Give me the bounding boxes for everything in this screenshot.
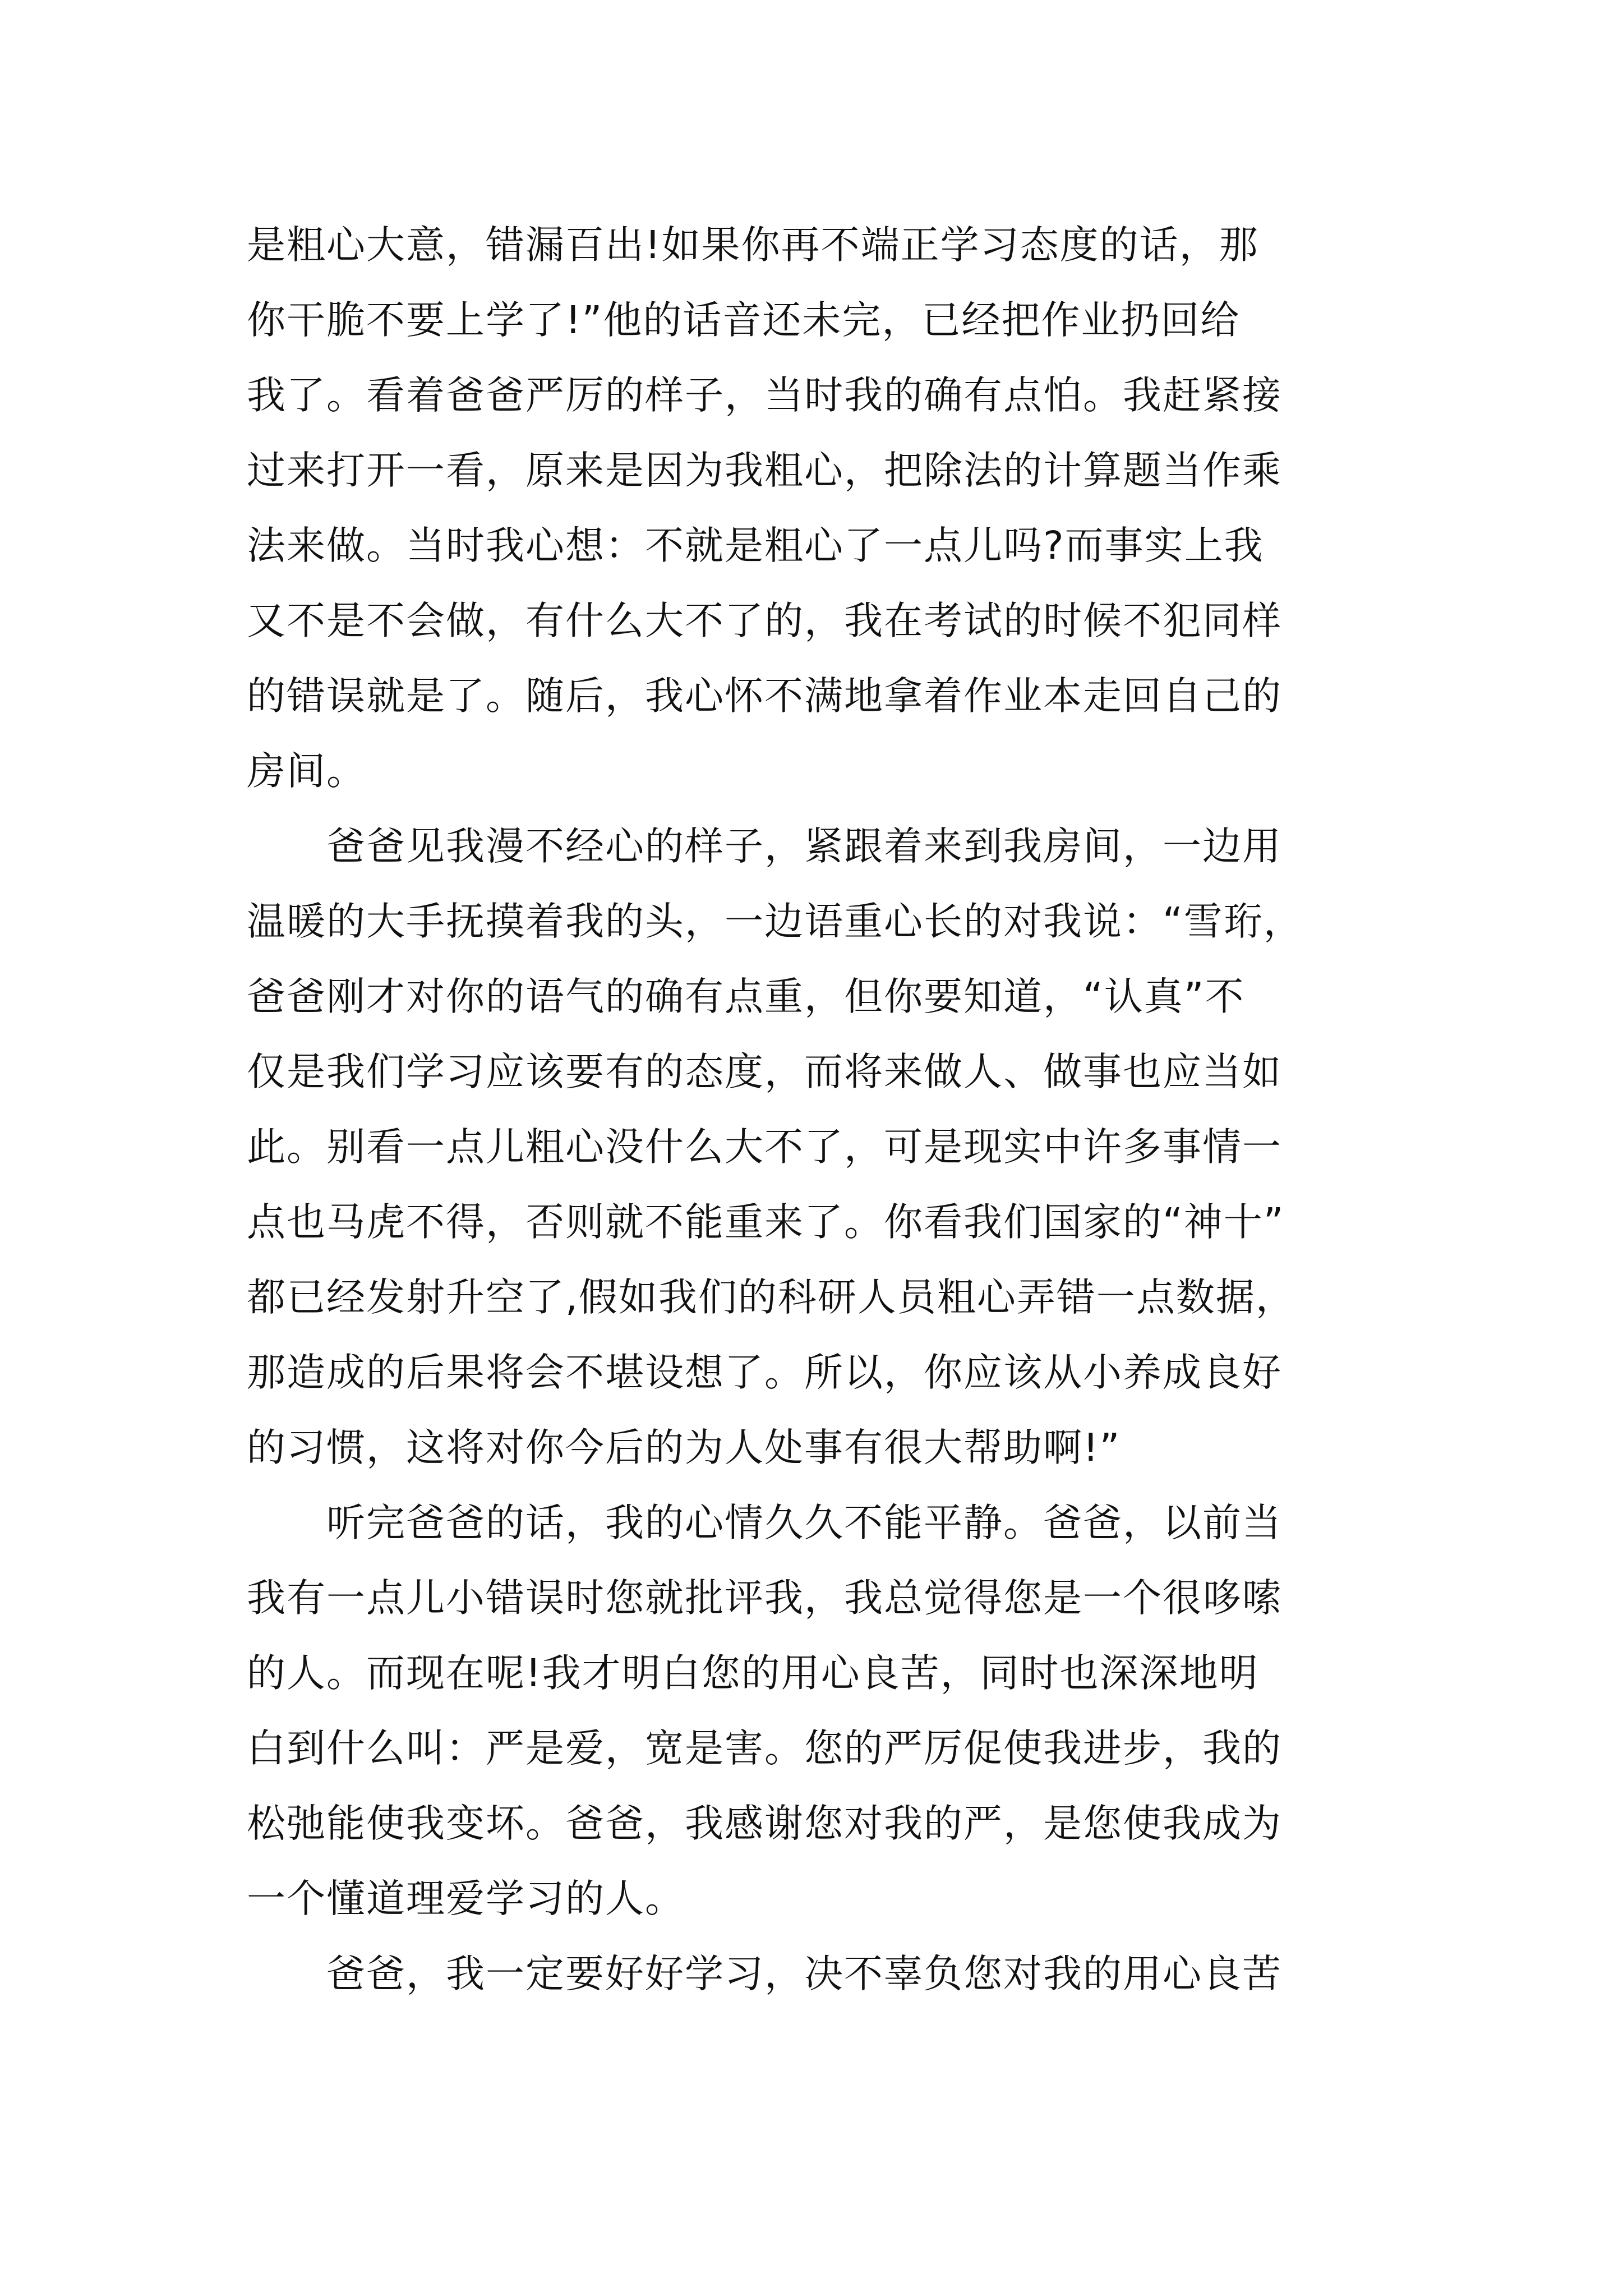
text-line: 温暖的大手抚摸着我的头，一边语重心长的对我说：“雪珩， (247, 899, 1303, 944)
text-line: 听完爸爸的话，我的心情久久不能平静。爸爸，以前当 (247, 1501, 1282, 1545)
text-line: 我了。看着爸爸严厉的样子，当时我的确有点怕。我赶紧接 (247, 373, 1282, 418)
text-line: 此。别看一点儿粗心没什么大不了，可是现实中许多事情一 (247, 1125, 1282, 1170)
document-body (247, 208, 1396, 2012)
text-line: 又不是不会做，有什么大不了的，我在考试的时候不犯同样 (247, 599, 1282, 643)
text-line: 的人。而现在呢!我才明白您的用心良苦，同时也深深地明 (247, 1651, 1259, 1696)
text-line: 爸爸见我漫不经心的样子，紧跟着来到我房间，一边用 (247, 824, 1282, 869)
text-line: 白到什么叫：严是爱，宽是害。您的严厉促使我进步，我的 (247, 1726, 1282, 1771)
text-line: 一个懂道理爱学习的人。 (247, 1876, 685, 1921)
text-line: 法来做。当时我心想：不就是粗心了一点儿吗?而事实上我 (247, 523, 1264, 568)
text-line: 你干脆不要上学了!”他的话音还未完，已经把作业扔回给 (247, 298, 1241, 343)
text-line: 房间。 (247, 749, 366, 794)
text-line: 的习惯，这将对你今后的为人处事有很大帮助啊!” (247, 1425, 1121, 1470)
text-line: 松弛能使我变坏。爸爸，我感谢您对我的严，是您使我成为 (247, 1801, 1282, 1846)
paragraph (247, 1485, 1396, 1936)
text-line: 都已经发射升空了,假如我们的科研人员粗心弄错一点数据， (247, 1275, 1295, 1320)
text-line: 过来打开一看，原来是因为我粗心，把除法的计算题当作乘 (247, 448, 1282, 493)
text-line: 点也马虎不得，否则就不能重来了。你看我们国家的“神十” (247, 1200, 1285, 1245)
text-line: 爸爸刚才对你的语气的确有点重，但你要知道，“认真”不 (247, 974, 1245, 1019)
text-line: 仅是我们学习应该要有的态度，而将来做人、做事也应当如 (247, 1050, 1282, 1094)
text-line: 的错误就是了。随后，我心怀不满地拿着作业本走回自己的 (247, 674, 1282, 719)
text-line: 爸爸，我一定要好好学习，决不辜负您对我的用心良苦 (247, 1952, 1282, 1996)
text-line: 是粗心大意，错漏百出!如果你再不端正学习态度的话，那 (247, 223, 1259, 268)
text-line: 我有一点儿小错误时您就批评我，我总觉得您是一个很哆嗦 (247, 1576, 1282, 1621)
text-line: 那造成的后果将会不堪设想了。所以，你应该从小养成良好 (247, 1350, 1282, 1395)
paragraph (247, 1936, 1396, 2012)
paragraph (247, 208, 1396, 809)
paragraph (247, 809, 1396, 1485)
